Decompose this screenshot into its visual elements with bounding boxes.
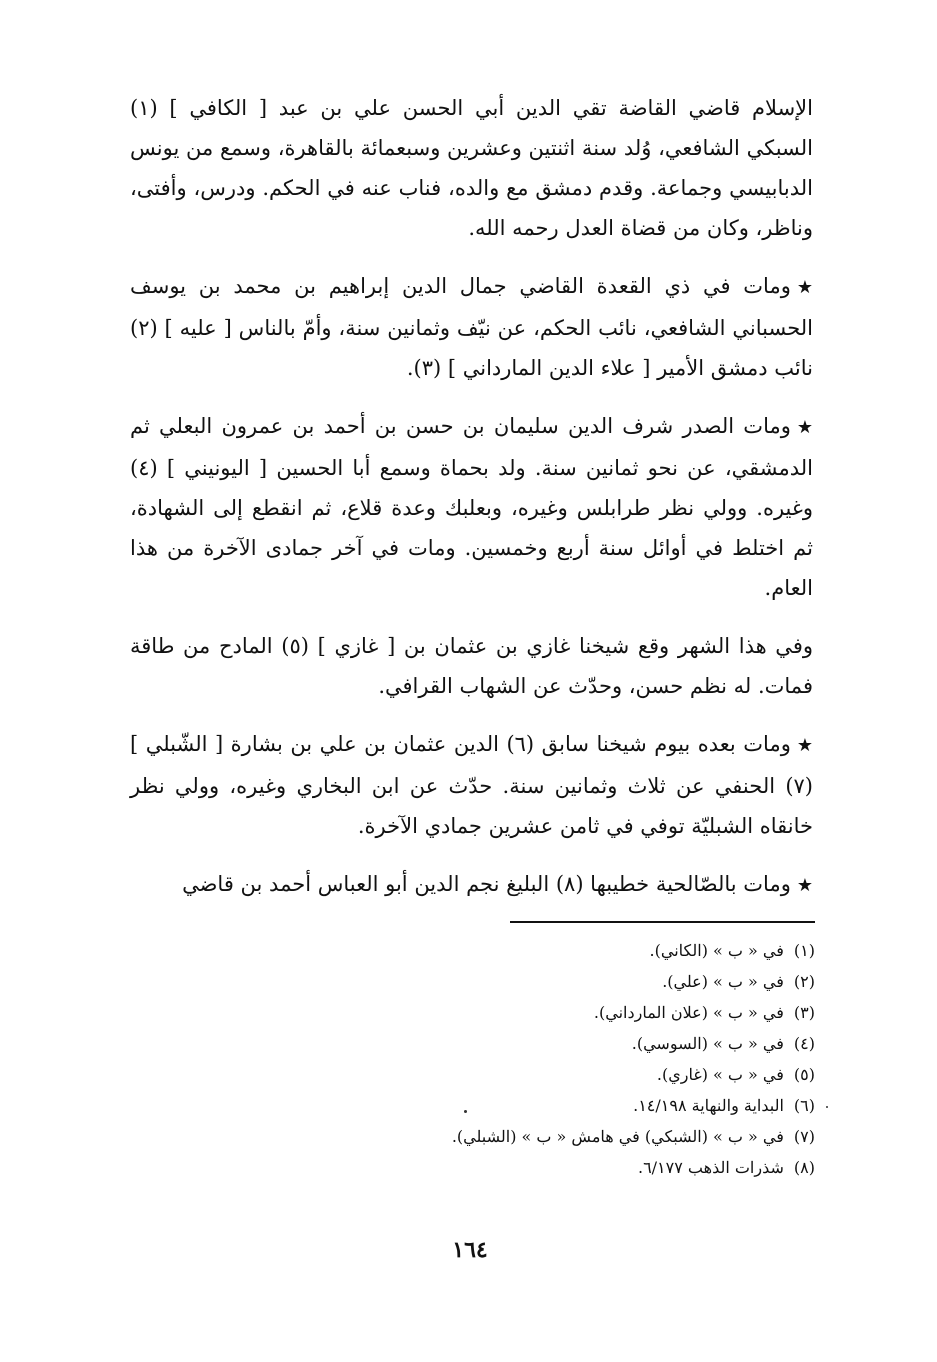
footnote-3 <box>380 997 815 1028</box>
footnote-divider <box>510 921 815 923</box>
main-text <box>130 88 813 906</box>
footnote-text: شذرات الذهب ٦/١٧٧. <box>637 1158 784 1177</box>
footnote-number: (٥) <box>793 1065 815 1084</box>
paragraph-2 <box>130 266 813 388</box>
footnote-7 <box>380 1121 815 1152</box>
scan-speck <box>826 1106 828 1108</box>
footnote-4 <box>380 1028 815 1059</box>
footnote-text: في « ب » (الكاني). <box>649 941 784 960</box>
footnote-number: (٧) <box>793 1127 815 1146</box>
scan-speck <box>464 1110 467 1113</box>
paragraph-text: ومات بالصّالحية خطيبها (٨) البليغ نجم الدين أبو العباس أحمد بن قاضي <box>182 872 791 896</box>
paragraph-text: ومات بعده بيوم شيخنا سابق (٦) الدين عثمان بن علي بن بشارة [ الشّبلي ] (٧) الحنفي عن ثلاث وثمانين سنة. حدّث عن ابن البخاري وغيره، وولي نظر خانقاه الشبليّة توفي في ثامن عشرين جمادي الآخرة. <box>130 732 813 838</box>
footnote-text: في « ب » (علان المارداني). <box>593 1003 784 1022</box>
footnote-number: (٢) <box>793 972 815 991</box>
paragraph-5 <box>130 724 813 846</box>
star-icon: ★ <box>796 417 813 438</box>
footnotes <box>380 935 815 1183</box>
footnote-text: البداية والنهاية ١٤/١٩٨. <box>633 1096 784 1115</box>
footnote-6 <box>380 1090 815 1121</box>
footnote-text: في « ب » (السوسي). <box>631 1034 784 1053</box>
footnote-number: (٣) <box>793 1003 815 1022</box>
paragraph-4 <box>130 626 813 706</box>
paragraph-text: الإسلام قاضي القاضة تقي الدين أبي الحسن علي بن عبد [ الكافي ] (١) السبكي الشافعي، وُلد سنة اثنتين وعشرين وسبعمائة بالقاهرة، وسمع من يونس الدبابيسي وجماعة. وقدم دمشق مع والده، فناب عنه في الحكم. ودرس، وأفتى، وناظر، وكان من قضاة العدل رحمه الله. <box>130 96 813 240</box>
footnote-8 <box>380 1152 815 1183</box>
footnote-5 <box>380 1059 815 1090</box>
footnote-number: (٤) <box>793 1034 815 1053</box>
page-number: ١٦٤ <box>452 1237 488 1263</box>
footnote-1 <box>380 935 815 966</box>
footnote-number: (٨) <box>793 1158 815 1177</box>
footnote-text: في « ب » (غاري). <box>656 1065 784 1084</box>
footnote-text: في « ب » (الشبكي) في هامش « ب » (الشبلي). <box>451 1127 784 1146</box>
star-icon: ★ <box>796 735 813 756</box>
paragraph-6 <box>130 864 813 906</box>
paragraph-1 <box>130 88 813 248</box>
paragraph-text: ومات الصدر شرف الدين سليمان بن حسن بن أحمد بن عمرون البعلي ثم الدمشقي، عن نحو ثمانين سنة. ولد بحماة وسمع أبا الحسين [ اليونيني ] (٤) وغيره. وولي نظر طرابلس وغيره، وبعلبك وعدة قلاع، ثم انقطع إلى الشهادة، ثم اختلط في أوائل سنة أربع وخمسين. ومات في آخر جمادى الآخرة من هذا العام. <box>130 414 813 600</box>
footnote-text: في « ب » (علي). <box>662 972 784 991</box>
footnote-number: (١) <box>793 941 815 960</box>
footnote-2 <box>380 966 815 997</box>
star-icon: ★ <box>796 277 813 298</box>
star-icon: ★ <box>796 875 813 896</box>
paragraph-text: ومات في ذي القعدة القاضي جمال الدين إبراهيم بن محمد بن يوسف الحسباني الشافعي، نائب الحكم، عن نيّف وثمانين سنة، وأمّ بالناس [ عليه ] (٢) نائب دمشق الأمير [ علاء الدين المارداني ] (٣). <box>130 274 813 380</box>
footnote-number: (٦) <box>793 1096 815 1115</box>
paragraph-text: وفي هذا الشهر وقع شيخنا غازي بن عثمان بن [ غازي ] (٥) المادح من طاقة فمات. له نظم حسن، وحدّث عن الشهاب القرافي. <box>130 634 813 698</box>
paragraph-3 <box>130 406 813 608</box>
